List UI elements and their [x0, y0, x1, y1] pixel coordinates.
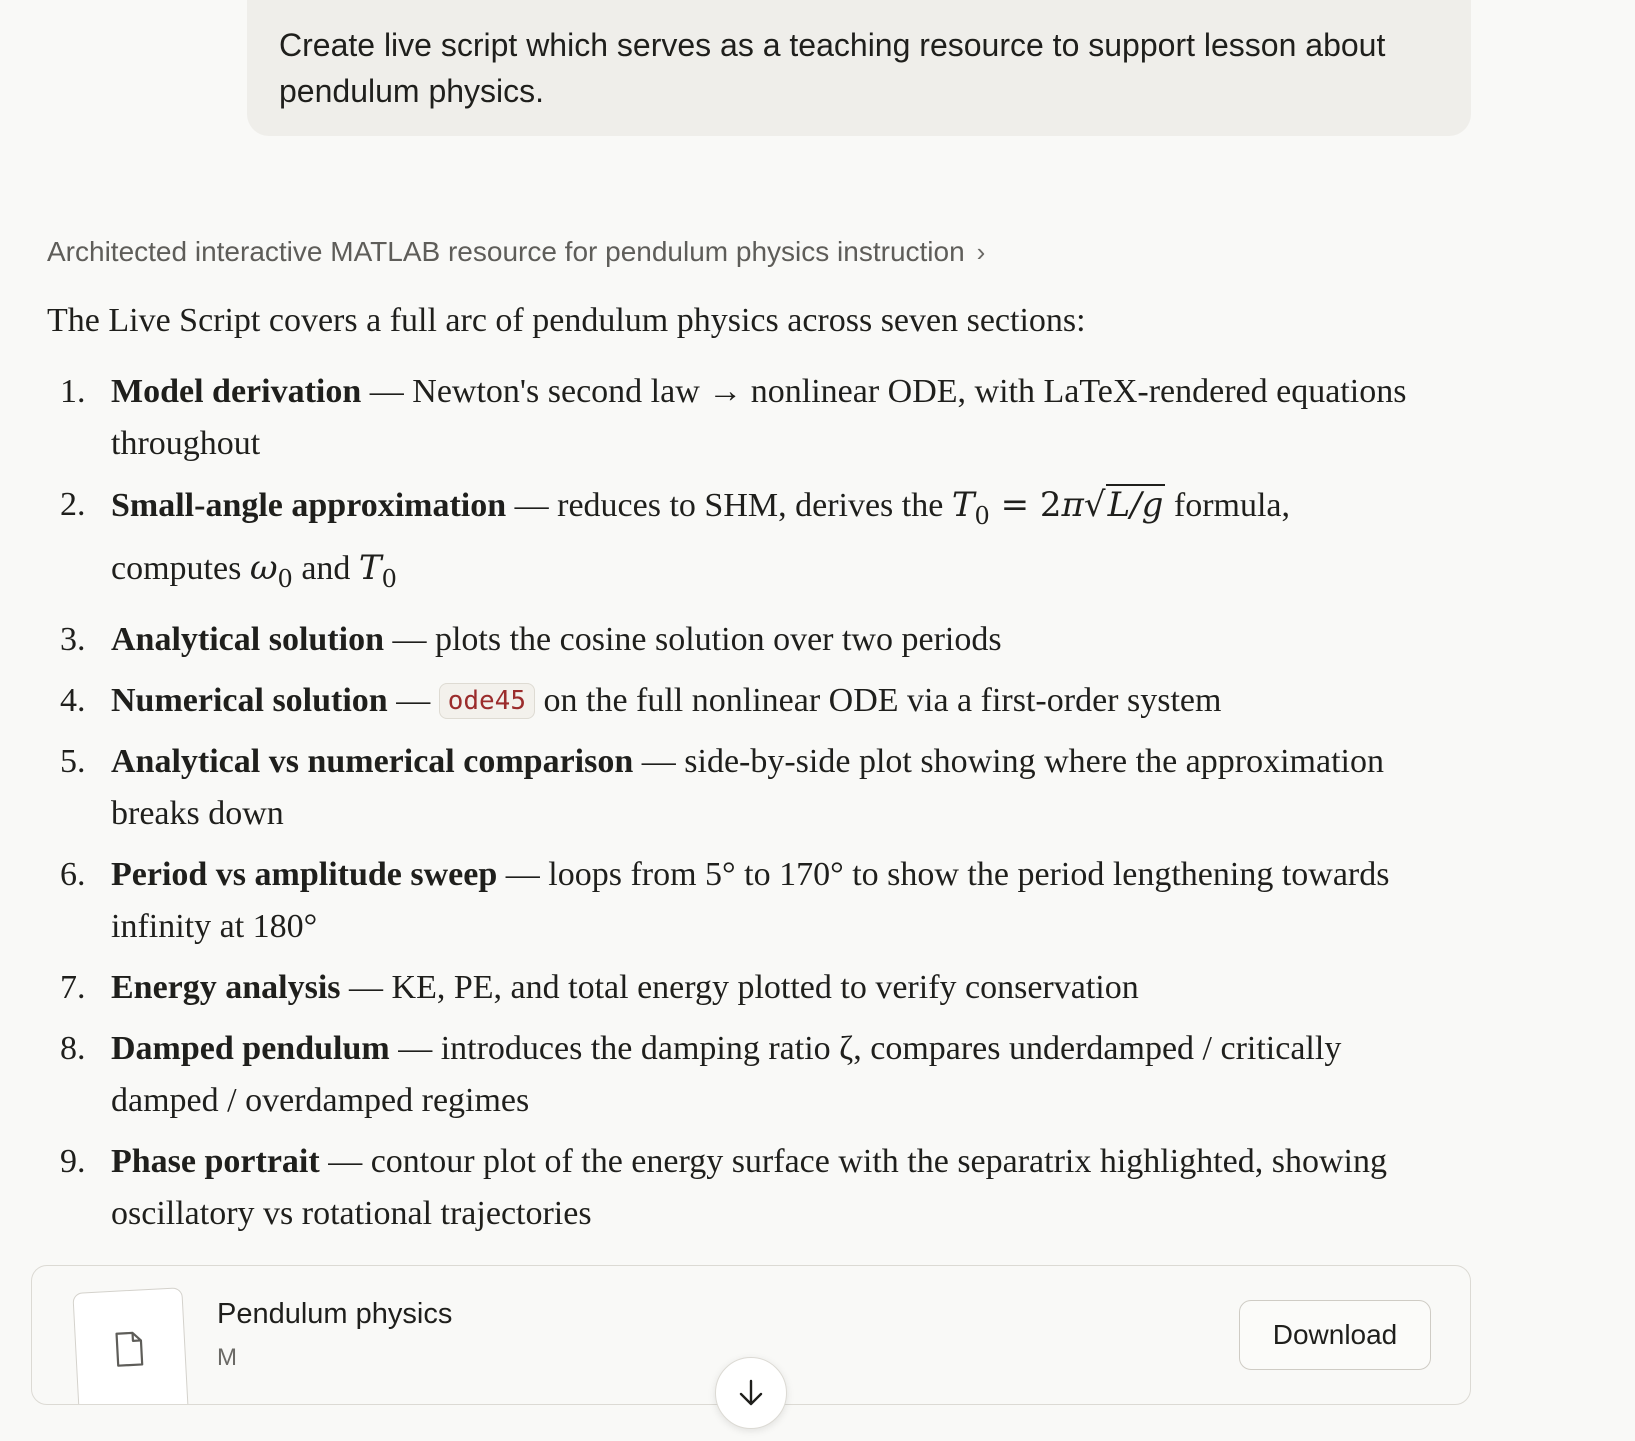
period-symbol: $T_0$	[358, 547, 397, 593]
list-number: 4.	[60, 681, 86, 719]
list-item	[0, 849, 1420, 953]
omega-symbol: $\omega_0$	[249, 547, 293, 593]
list-number: 6.	[60, 855, 86, 893]
response-intro: The Live Script covers a full arc of pendulum physics across seven sections:	[47, 302, 1086, 339]
section-title: Analytical vs numerical comparison	[111, 742, 634, 780]
thinking-summary-label: Architected interactive MATLAB resource for pendulum physics instruction	[47, 236, 965, 267]
section-title: Model derivation	[111, 373, 362, 410]
section-text: formula, computes	[111, 487, 1291, 587]
user-message-text: Create live script which serves as a teaching resource to support lesson about pendulum physics.	[279, 27, 1386, 109]
file-type: M	[217, 1344, 237, 1371]
section-text: — plots the cosine solution over two periods	[383, 620, 1002, 658]
user-message-bubble	[247, 0, 1471, 136]
file-title: Pendulum physics	[217, 1298, 453, 1330]
download-button[interactable]: Download	[1239, 1300, 1431, 1370]
document-icon	[113, 1330, 145, 1368]
list-item	[0, 366, 1420, 470]
scroll-to-bottom-button[interactable]	[715, 1357, 787, 1429]
section-title: Small-angle approximation	[111, 487, 507, 524]
list-item: 4. Numerical solution — ode45 on the full nonlinear ODE via a first-order system	[0, 675, 1420, 727]
list-item: 2. Small-angle approximation — reduces to SHM, derives the $T_0 = 2\pi√L/g$ formula, computes $\omega_0$ and $T_0$	[0, 479, 1420, 605]
sections-list	[0, 366, 1420, 1249]
section-text: on the full nonlinear ODE via a first-order system	[535, 681, 1222, 719]
section-title: Damped pendulum	[111, 1029, 390, 1067]
period-formula: $T_0 = 2\pi√L/g$	[951, 485, 1164, 530]
section-title: Phase portrait	[111, 1142, 320, 1180]
chevron-right-icon: ›	[976, 236, 986, 267]
inline-code: ode45	[439, 683, 535, 719]
list-number: 9.	[60, 1142, 86, 1180]
file-thumbnail	[72, 1287, 189, 1405]
list-number: 7.	[60, 968, 86, 1006]
section-title: Numerical solution	[111, 681, 388, 719]
section-text: — introduces the damping ratio ζ, compares underdamped / critically damped / overdamped regimes	[111, 1029, 1342, 1119]
section-text: — reduces to SHM, derives the	[506, 487, 952, 524]
section-text: — KE, PE, and total energy plotted to verify conservation	[340, 968, 1139, 1006]
arrow-down-icon	[737, 1378, 765, 1408]
list-number: 1.	[60, 373, 86, 410]
section-text: — loops from 5° to 170° to show the period lengthening towards infinity at 180°	[111, 855, 1390, 945]
section-text: — side-by-side plot showing where the approximation breaks down	[111, 742, 1384, 832]
section-title: Energy analysis	[111, 968, 341, 1006]
section-text: — Newton's second law → nonlinear ODE, with LaTeX-rendered equations throughout	[111, 373, 1407, 462]
thinking-summary-toggle[interactable]	[47, 236, 985, 268]
list-item	[0, 962, 1420, 1014]
list-item	[0, 614, 1420, 666]
list-item	[0, 1023, 1420, 1127]
list-number: 3.	[60, 620, 86, 658]
section-text: — contour plot of the energy surface with the separatrix highlighted, showing oscillatory vs rotational trajectories	[111, 1142, 1387, 1232]
list-number: 5.	[60, 742, 86, 780]
list-item	[0, 1136, 1420, 1240]
list-number: 8.	[60, 1029, 86, 1067]
section-title: Period vs amplitude sweep	[111, 855, 498, 893]
section-title: Analytical solution	[111, 620, 384, 658]
list-number: 2.	[60, 486, 86, 523]
list-item	[0, 736, 1420, 840]
